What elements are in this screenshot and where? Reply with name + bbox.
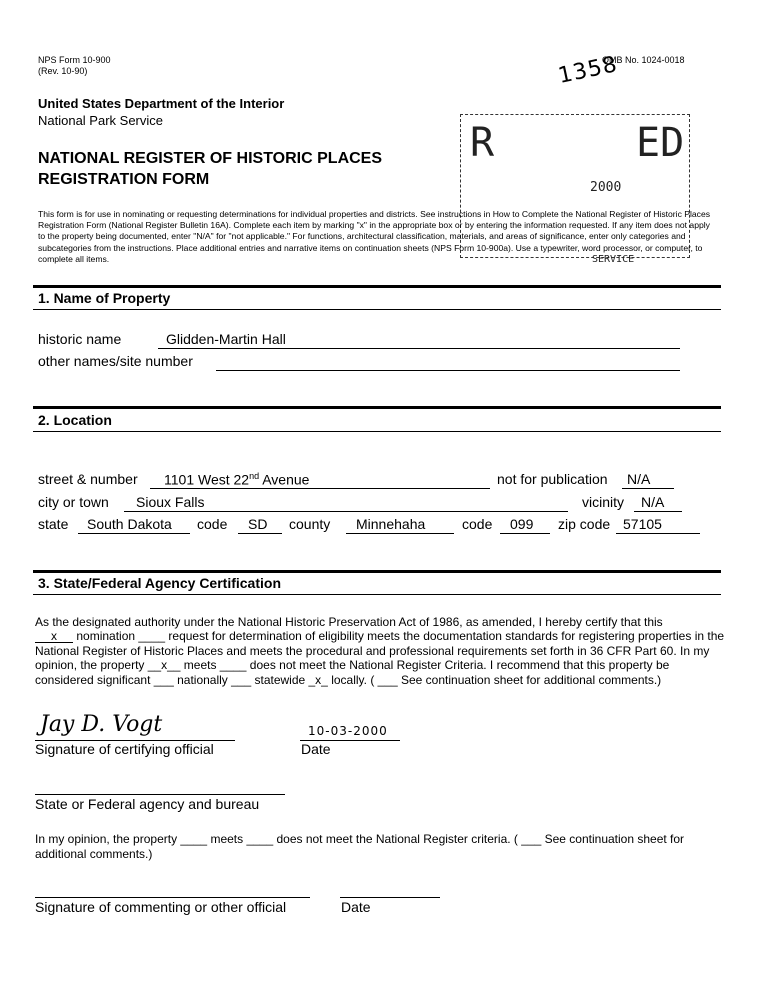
code2-value: 099 <box>510 516 534 532</box>
agency-line <box>35 794 285 795</box>
not-for-publication-line <box>622 488 674 489</box>
stamp-date: 2000 <box>590 180 622 195</box>
form-revision: (Rev. 10-90) <box>38 66 88 76</box>
service-name: National Park Service <box>38 113 163 128</box>
comment-signature-line <box>35 897 310 898</box>
handwritten-number: 1358 <box>556 52 620 89</box>
vicinity-value: N/A <box>641 494 665 510</box>
omb-number: OMB No. 1024-0018 <box>602 55 685 65</box>
certification-date-label: Date <box>301 741 331 757</box>
stamp-service: SERVICE <box>592 254 635 265</box>
comment-date-label: Date <box>341 899 371 915</box>
nomination-mark: x <box>35 630 73 643</box>
form-title-line1: NATIONAL REGISTER OF HISTORIC PLACES <box>38 150 383 167</box>
state-label: state <box>38 516 69 532</box>
zip-label: zip code <box>558 516 611 532</box>
instructions: This form is for use in nominating or requesting determinations for individual properties and districts. See instructions in How to Complete the National Register of Historic Places Registration Form (National Register Bulletin 16A). Complete each item by marking "x" in the appropriate box or by entering the information requested. If any item does not apply to the property being documented, enter "N/A" for "not applicable." For functions, architectural classification, materials, and areas of significance, enter only categories and subcategories from the instructions. Place additional entries and narrative items on continuation sheets (NPS Form 10-900a). Use a typewriter, word processor, or computer, to complete all items. <box>38 209 711 264</box>
section3-top-rule <box>33 570 721 573</box>
section2-bottom-rule <box>33 431 721 432</box>
agency-label: State or Federal agency and bureau <box>35 796 260 812</box>
section2-title: 2. Location <box>38 412 112 428</box>
opinion-paragraph: In my opinion, the property ____ meets ____ does not meet the National Register criteria. ( ___ See continuation sheet for additional comments.) <box>35 832 685 861</box>
section1-title: 1. Name of Property <box>38 290 171 306</box>
code2-line <box>500 533 550 534</box>
zip-value: 57105 <box>623 516 662 532</box>
not-for-publication-value: N/A <box>627 471 651 487</box>
section1-top-rule <box>33 285 721 288</box>
certification-line1: As the designated authority under the National Historic Preservation Act of 1986, as amended, I hereby certify that this <box>35 615 663 629</box>
street-line <box>150 488 490 489</box>
city-value: Sioux Falls <box>136 494 205 510</box>
city-line <box>124 511 568 512</box>
section1-bottom-rule <box>33 309 721 310</box>
stamp-letters-right: ED <box>636 120 685 166</box>
department-name: United States Department of the Interior <box>38 96 285 111</box>
historic-name-line <box>158 348 680 349</box>
certification-date-value: 10-03-2000 <box>308 724 388 738</box>
section3-title: 3. State/Federal Agency Certification <box>38 575 281 591</box>
zip-line <box>616 533 700 534</box>
code-line <box>238 533 282 534</box>
certifying-signature: Jay D. Vogt <box>40 712 163 737</box>
city-label: city or town <box>38 494 109 510</box>
section3-bottom-rule <box>33 594 721 595</box>
county-line <box>346 533 454 534</box>
section2-top-rule <box>33 406 721 409</box>
state-value: South Dakota <box>87 516 172 532</box>
certifying-signature-label: Signature of certifying official <box>35 741 214 757</box>
code-label: code <box>197 516 228 532</box>
certification-text: nomination ____ request for determination of eligibility meets the documentation standards for registering properties in the National Register of Historic Places and meets the procedural and professional requirements set forth in 36 CFR Part 60. In my opinion, the property __x__ meets ____ does not meet the National Register Criteria. I recommend that this property be considered significant ___ nationally ___ statewide _x_ locally. ( ___ See continuation sheet for additional comments.) <box>35 629 725 687</box>
not-for-publication-label: not for publication <box>497 471 608 487</box>
other-names-label: other names/site number <box>38 353 193 369</box>
other-names-line <box>216 370 680 371</box>
vicinity-line <box>634 511 682 512</box>
historic-name-value: Glidden-Martin Hall <box>166 331 286 347</box>
certification-paragraph <box>35 629 725 687</box>
vicinity-label: vicinity <box>582 494 625 510</box>
street-label: street & number <box>38 471 138 487</box>
historic-name-label: historic name <box>38 331 122 347</box>
state-line <box>78 533 190 534</box>
county-label: county <box>289 516 331 532</box>
form-id: NPS Form 10-900 <box>38 55 111 65</box>
county-value: Minnehaha <box>356 516 426 532</box>
street-value: 1101 West 22nd Avenue <box>164 471 310 488</box>
form-title-line2: REGISTRATION FORM <box>38 171 210 188</box>
comment-date-line <box>340 897 440 898</box>
comment-signature-label: Signature of commenting or other official <box>35 899 287 915</box>
code2-label: code <box>462 516 493 532</box>
code-value: SD <box>248 516 268 532</box>
stamp-letter-left: R <box>470 120 495 166</box>
